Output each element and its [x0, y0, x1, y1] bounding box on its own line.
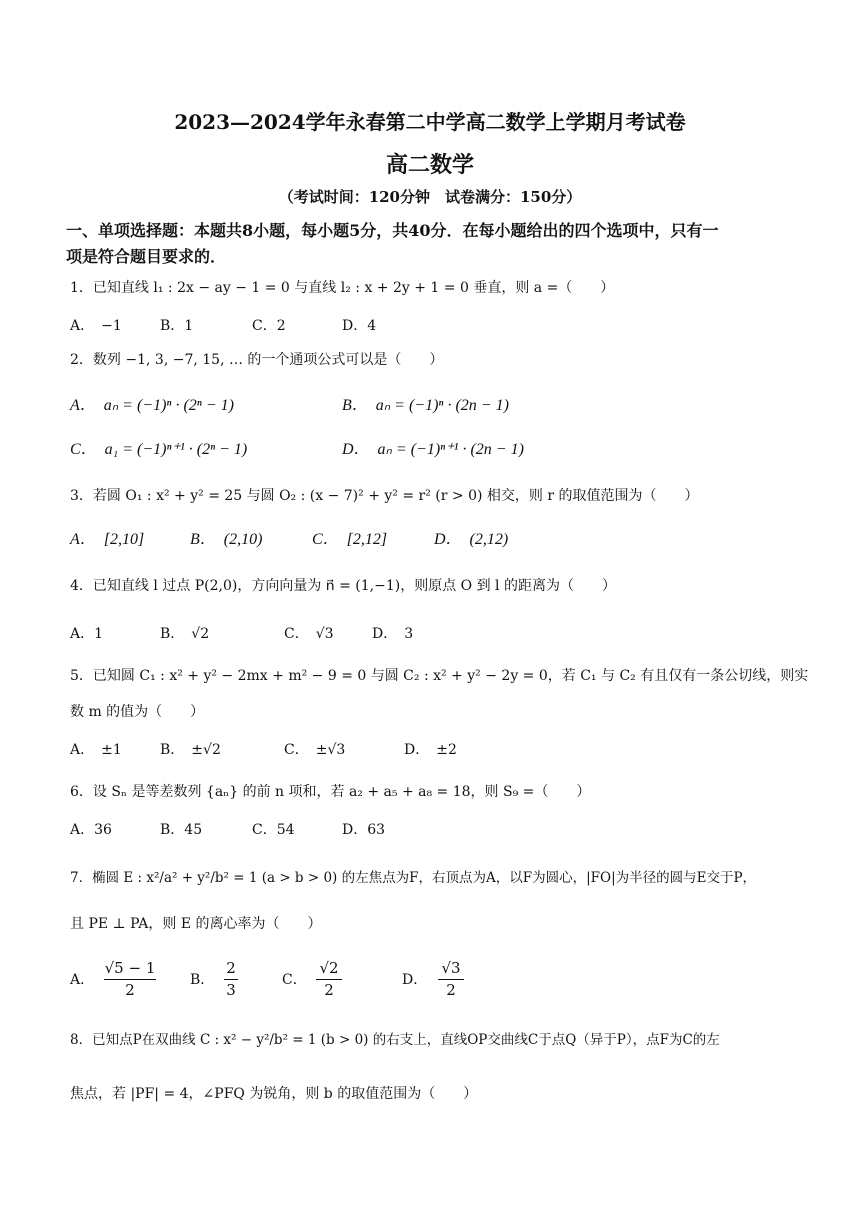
option-label: D． [402, 972, 428, 988]
question-number: 8． [70, 1032, 93, 1048]
denominator: 2 [446, 981, 456, 999]
option-c: C．2 [252, 318, 286, 334]
option-a: A．36 [70, 822, 112, 838]
option-b: B．45 [160, 822, 203, 838]
option-c: C． [2,12] [312, 531, 388, 548]
subject-title: 高二数学 [385, 152, 474, 178]
option-b: B． √2 [160, 626, 210, 642]
question-number: 3． [70, 488, 93, 504]
question-number: 2． [70, 352, 93, 368]
option-c: C．54 [252, 822, 295, 838]
question-7 [70, 868, 756, 888]
question-text: 已知直线 l₁ : 2x − ay − 1 = 0 与直线 l₂ : x + 2y + 1 = 0 垂直，则 a =（ ） [92, 280, 615, 296]
denominator: 2 [324, 981, 334, 999]
question-2 [70, 350, 443, 370]
option-a: A． aₙ = (−1)ⁿ · (2ⁿ − 1) [70, 397, 234, 414]
fraction [104, 958, 156, 1000]
option-d: D．4 [342, 318, 377, 334]
section-heading-line2: 项是符合题目要求的． [66, 247, 227, 266]
question-text: 设 Sₙ 是等差数列 {aₙ} 的前 n 项和，若 a₂ + a₅ + a₈ = 18，则 S₉ =（ ） [92, 784, 591, 800]
question-text: 若圆 O₁ : x² + y² = 25 与圆 O₂ : (x − 7)² + y² = r² (r > 0) 相交，则 r 的取值范围为（ ） [92, 488, 699, 504]
question-1 [70, 278, 614, 298]
question-7-cont: 且 PE ⊥ PA，则 E 的离心率为（ ） [70, 916, 322, 932]
question-text: 已知点P在双曲线 C : x² − y²/b² = 1 (b > 0) 的右支上，直线OP交曲线C于点Q（异于P），点F为C的左 [92, 1032, 720, 1048]
option-label: B． [190, 972, 215, 988]
option-a: A． [2,10] [70, 531, 145, 548]
question-number: 5． [70, 668, 93, 684]
question-3 [70, 486, 699, 506]
question-8-cont: 焦点，若 |PF| = 4，∠PFQ 为锐角，则 b 的取值范围为（ ） [70, 1086, 478, 1102]
option-a: A． ±1 [70, 742, 122, 758]
fraction [224, 958, 238, 1000]
question-4 [70, 576, 616, 596]
question-text: 数列 −1, 3, −7, 15, … 的一个通项公式可以是（ ） [92, 352, 444, 368]
question-text: 已知直线 l 过点 P(2,0)，方向向量为 n⃗ = (1,−1)，则原点 O 到 l 的距离为（ ） [92, 578, 616, 594]
question-text: 已知圆 C₁ : x² + y² − 2mx + m² − 9 = 0 与圆 C₂ : x² + y² − 2y = 0，若 C₁ 与 C₂ 有且仅有一条公切线，则实 [92, 668, 809, 684]
question-5 [70, 666, 808, 686]
question-number: 4． [70, 578, 93, 594]
question-6 [70, 782, 590, 802]
option-d: D． ±2 [404, 742, 457, 758]
section-heading-line1: 一、单项选择题：本题共8小题，每小题5分，共40分．在每小题给出的四个选项中，只有一 [66, 221, 719, 240]
option-a: A．1 [70, 626, 104, 642]
option-b: B． ±√2 [160, 742, 221, 758]
numerator: √5 − 1 [104, 958, 156, 980]
option-a: A． −1 [70, 318, 122, 334]
option-label: A． [70, 972, 95, 988]
option-b: B． (2,10) [190, 531, 263, 548]
exam-title: 2023—2024学年永春第二中学高二数学上学期月考试卷 [174, 110, 686, 134]
question-text: 椭圆 E : x²/a² + y²/b² = 1 (a > b > 0) 的左焦点为F，右顶点为A，以F为圆心，|FO|为半径的圆与E交于P， [92, 870, 757, 886]
denominator: 2 [125, 981, 135, 999]
option-c: C． a₁ = (−1)ⁿ⁺¹ · (2ⁿ − 1) [70, 441, 248, 458]
exam-info: （考试时间：120分钟 试卷满分：150分） [278, 188, 582, 206]
fraction [438, 958, 464, 1000]
numerator: 2 [224, 958, 238, 980]
option-d: D．63 [342, 822, 386, 838]
fraction [316, 958, 342, 1000]
option-b: B．1 [160, 318, 194, 334]
option-d: D． (2,12) [434, 531, 509, 548]
option-c: C． √3 [284, 626, 334, 642]
option-c: C． ±√3 [284, 742, 346, 758]
numerator: √3 [438, 958, 464, 980]
question-8 [70, 1030, 720, 1050]
question-number: 1． [70, 280, 93, 296]
option-d: D． aₙ = (−1)ⁿ⁺¹ · (2n − 1) [342, 441, 524, 458]
denominator: 3 [226, 981, 236, 999]
question-number: 6． [70, 784, 93, 800]
option-d: D． 3 [372, 626, 414, 642]
option-label: C． [282, 972, 307, 988]
question-5-cont: 数 m 的值为（ ） [70, 704, 205, 720]
question-number: 7． [70, 870, 93, 886]
option-b: B． aₙ = (−1)ⁿ · (2n − 1) [342, 397, 509, 414]
numerator: √2 [316, 958, 342, 980]
